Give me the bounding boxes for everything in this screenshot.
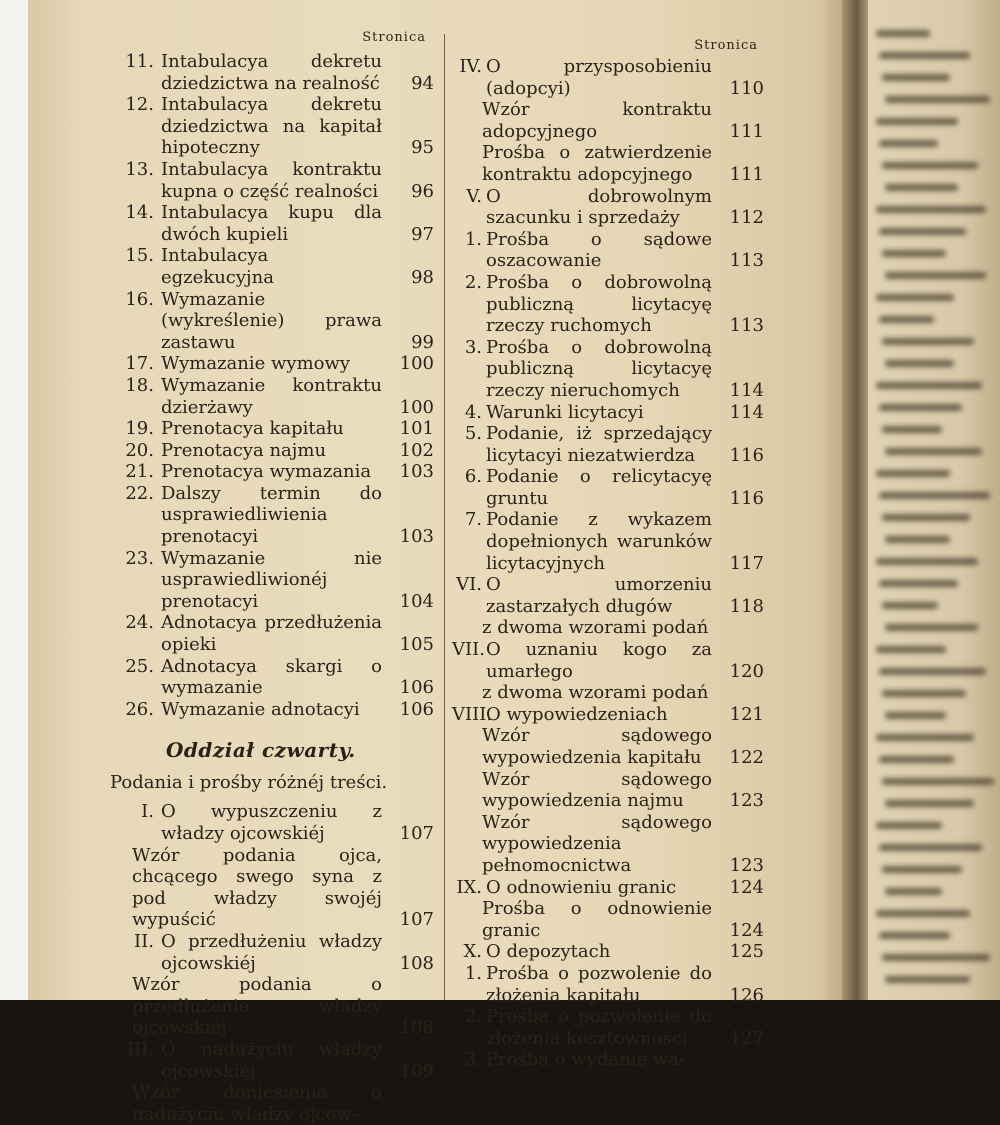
entry-number: 1. <box>464 962 482 984</box>
entry-title: O umorzeniu zastarzałych długów <box>486 574 712 617</box>
entry-number: 13. <box>125 158 154 180</box>
toc-entry <box>104 845 434 931</box>
entry-number: 6. <box>464 466 482 488</box>
blurred-text-line <box>876 294 954 301</box>
entry-page-number: 116 <box>729 444 764 466</box>
entry-number: 5. <box>464 423 482 445</box>
entry-page-number: 111 <box>729 163 764 185</box>
blurred-text-line <box>879 756 954 763</box>
toc-entry <box>104 440 434 462</box>
entry-number: 1. <box>464 228 482 250</box>
entry-number: 4. <box>464 401 482 423</box>
toc-entry <box>104 612 434 655</box>
entry-number: 23. <box>125 547 154 569</box>
blurred-text-line <box>879 492 990 499</box>
entry-page-number: 102 <box>399 439 434 461</box>
entry-title: Wzór podania ojca, chcącego swego syna z pod władzy swojéj wypuścić <box>132 844 382 931</box>
toc-entries <box>104 51 434 1125</box>
entry-title: Prośba o odnowienie granic <box>482 898 712 941</box>
entry-title: Prośba o pozwolenie do złożenia kapitału <box>486 962 712 1006</box>
entry-number: 26. <box>125 698 154 720</box>
entry-page-number: 127 <box>729 1027 764 1049</box>
toc-entry <box>452 574 764 617</box>
entry-title: O depozytach <box>486 941 611 963</box>
blurred-text-line <box>882 514 970 521</box>
entry-page-number: 112 <box>729 207 764 229</box>
blurred-text-line <box>882 250 946 257</box>
toc-entry <box>104 51 434 94</box>
toc-entry <box>452 99 764 142</box>
entry-page-number: 118 <box>729 595 764 617</box>
entry-page-number: 114 <box>729 379 764 401</box>
entry-number: 17. <box>125 353 154 375</box>
entry-title: Warunki licytacyi <box>486 401 644 423</box>
entry-page-number: 107 <box>399 823 434 844</box>
blurred-text-line <box>882 866 962 873</box>
entry-title: Adnotacya skargi o wymazanie <box>161 655 382 699</box>
blurred-text-line <box>882 778 994 785</box>
entry-number: 14. <box>125 202 154 224</box>
entry-number: 3. <box>464 1049 482 1071</box>
blurred-text-line <box>879 52 970 59</box>
entry-title: Wymazanie (wykreślenie) prawa zastawu <box>161 288 382 353</box>
toc-entry <box>104 974 434 1039</box>
entry-page-number: 124 <box>729 876 764 898</box>
entry-page-number: 123 <box>729 854 764 876</box>
blurred-text-line <box>879 140 938 147</box>
entry-page-number: 97 <box>411 223 434 245</box>
blurred-text-line <box>885 272 986 279</box>
entry-title: Podanie z wykazem dopełnionych warunków licytacyjnych <box>486 509 712 574</box>
blurred-text-line <box>882 690 966 697</box>
toc-entry <box>104 245 434 288</box>
toc-entry <box>104 375 434 418</box>
entry-page-number: 94 <box>411 72 434 94</box>
entry-title: Intabulacya kontraktu kupna o część realności <box>161 158 382 202</box>
blurred-text-line <box>885 712 946 719</box>
entry-title: Wymazanie wymowy <box>161 353 351 375</box>
entry-title: Podanie, iż sprzedający licytacyi niezatwierdza <box>486 423 712 466</box>
entry-number: IX. <box>456 876 482 898</box>
entry-page-number: 96 <box>411 180 434 202</box>
entry-number: 21. <box>125 461 154 483</box>
page-column-header: Stronica <box>694 38 758 53</box>
blurred-text-line <box>882 602 938 609</box>
entry-number: X. <box>463 941 482 963</box>
section-subtitle: Podania i prośby różnéj treści. <box>110 772 388 794</box>
toc-entry <box>104 353 434 375</box>
entry-title: Wymazanie adnotacyi <box>161 698 360 720</box>
blurred-text-line <box>885 96 990 103</box>
entry-number: 18. <box>125 374 154 396</box>
entry-page-number: 107 <box>399 909 434 931</box>
blurred-text-line <box>876 822 942 829</box>
entry-number: VIII. <box>452 703 493 725</box>
blurred-text-line <box>885 360 954 367</box>
entry-title: O uznaniu kogo za umarłego <box>486 639 712 682</box>
blurred-text-line <box>882 338 974 345</box>
toc-entry <box>104 931 434 974</box>
blurred-text-line <box>885 888 942 895</box>
entry-number: 16. <box>125 288 154 310</box>
blurred-text-line <box>876 646 946 653</box>
entry-page-number: 104 <box>399 590 434 612</box>
page-column-header: Stronica <box>362 30 426 45</box>
toc-entry <box>104 656 434 699</box>
entry-page-number: 120 <box>729 660 764 682</box>
toc-entry <box>452 941 764 963</box>
toc-entry <box>452 704 764 726</box>
toc-entry <box>104 159 434 202</box>
toc-entry <box>104 548 434 613</box>
entry-title: Wzór podania o przedłużenie władzy ojcowskiéj <box>132 974 382 1039</box>
entry-number: 15. <box>125 245 154 267</box>
entry-page-number: 103 <box>399 526 434 548</box>
toc-entry <box>452 617 764 639</box>
blurred-text-line <box>876 118 958 125</box>
blurred-text-line <box>876 382 982 389</box>
blurred-text-line <box>876 558 978 565</box>
facing-page-blurred-text <box>868 0 1000 1000</box>
entry-title: Wzór sądowego wypowiedzenia pełnomocnictwa <box>482 811 712 876</box>
blurred-text-line <box>885 976 970 983</box>
toc-entry <box>452 186 764 229</box>
toc-entry <box>452 877 764 899</box>
entry-title: z dwoma wzorami podań <box>482 682 709 704</box>
entry-title: Prośba o sądowe oszacowanie <box>486 228 712 272</box>
entry-number: I. <box>141 801 154 823</box>
blurred-text-line <box>882 162 978 169</box>
entry-page-number: 103 <box>399 461 434 483</box>
entry-number: 24. <box>125 612 154 634</box>
toc-entries <box>452 56 764 1071</box>
blurred-text-line <box>882 426 942 433</box>
toc-entry <box>452 466 764 509</box>
entry-number: 7. <box>464 509 482 531</box>
blurred-text-line <box>885 448 982 455</box>
entry-title: Wzór doniesienia o nadużyciu władzy ojcow- <box>132 1082 382 1125</box>
entry-page-number: 99 <box>411 331 434 353</box>
toc-entry <box>104 202 434 245</box>
toc-entry <box>104 1082 434 1125</box>
column-divider <box>444 34 445 1000</box>
entry-page-number: 106 <box>399 698 434 720</box>
entry-page-number: 98 <box>411 266 434 288</box>
entry-title: Podanie o relicytacyę gruntu <box>486 466 712 509</box>
entry-page-number: 106 <box>399 677 434 699</box>
entry-page-number: 111 <box>729 120 764 142</box>
entry-title: Prośba o wydanie wa- <box>486 1049 686 1071</box>
toc-entry <box>452 56 764 99</box>
toc-entry <box>104 289 434 354</box>
entry-number: 2. <box>464 1006 482 1028</box>
toc-entry <box>452 1006 764 1049</box>
toc-entry <box>452 682 764 704</box>
entry-page-number: 117 <box>729 552 764 574</box>
blurred-text-line <box>879 228 966 235</box>
entry-title: O przysposobieniu (adopcyi) <box>486 56 712 99</box>
blurred-text-line <box>885 184 958 191</box>
entry-title: Prośba o pozwolenie do złożenia kosztowności <box>486 1006 712 1049</box>
toc-entry <box>452 725 764 768</box>
entry-number: VI. <box>456 574 482 596</box>
entry-page-number: 126 <box>729 984 764 1006</box>
blurred-text-line <box>882 954 990 961</box>
toc-entry <box>452 272 764 337</box>
entry-title: O odnowieniu granic <box>486 876 677 898</box>
blurred-text-line <box>879 316 934 323</box>
entry-number: 11. <box>125 51 154 72</box>
scan-margin <box>0 0 28 1000</box>
toc-entry <box>452 142 764 185</box>
entry-title: Intabulacya dekretu dziedzictwa na kapitał hipoteczny <box>161 94 382 159</box>
entry-number: 19. <box>125 418 154 440</box>
blurred-text-line <box>876 910 970 917</box>
entry-number: IV. <box>459 56 482 77</box>
entry-title: Intabulacya dekretu dziedzictwa na realność <box>161 51 382 94</box>
entry-page-number: 108 <box>399 952 434 974</box>
toc-entry <box>104 418 434 440</box>
entry-page-number: 121 <box>729 703 764 725</box>
entry-page-number: 125 <box>729 941 764 963</box>
entry-title: Intabulacya kupu dla dwóch kupieli <box>161 202 382 245</box>
toc-entry <box>104 699 434 721</box>
entry-page-number: 108 <box>399 1017 434 1039</box>
entry-number: V. <box>466 185 482 207</box>
toc-entry <box>452 423 764 466</box>
entry-page-number: 114 <box>729 401 764 423</box>
entry-title: O wypowiedzeniach <box>486 703 668 725</box>
entry-page-number: 123 <box>729 790 764 812</box>
entry-title: z dwoma wzorami podań <box>482 617 709 639</box>
entry-title: Prośba o dobrowolną publiczną licytacyę rzeczy nieruchomych <box>486 336 712 401</box>
entry-title: O wypuszczeniu z władzy ojcowskiéj <box>161 801 382 844</box>
entry-page-number: 113 <box>729 315 764 337</box>
section-title: Oddział czwarty. <box>166 738 356 763</box>
entry-title: Prośba o dobrowolną publiczną licytacyę rzeczy ruchomych <box>486 271 712 337</box>
entry-title: Wzór kontraktu adopcyjnego <box>482 99 712 142</box>
toc-entry <box>104 94 434 159</box>
entry-page-number: 101 <box>399 418 434 440</box>
entry-title: Dalszy termin do usprawiedliwienia prenotacyi <box>161 482 382 548</box>
entry-title: Wzór sądowego wypowiedzenia najmu <box>482 768 712 812</box>
entry-title: Wzór sądowego wypowiedzenia kapitału <box>482 725 712 768</box>
entry-page-number: 109 <box>399 1060 434 1082</box>
entry-title: Intabulacya egzekucyjna <box>161 245 274 288</box>
entry-page-number: 105 <box>399 634 434 656</box>
blurred-text-line <box>879 932 950 939</box>
entry-number: 20. <box>125 439 154 461</box>
blurred-text-line <box>879 404 962 411</box>
blurred-text-line <box>876 470 950 477</box>
entry-title: Prenotacya wymazania <box>161 461 372 483</box>
entry-number: 12. <box>125 94 154 116</box>
blurred-text-line <box>885 800 974 807</box>
entry-title: Prenotacya najmu <box>161 439 327 461</box>
blurred-text-line <box>885 536 950 543</box>
toc-entry <box>104 801 434 844</box>
blurred-text-line <box>879 580 958 587</box>
blurred-text-line <box>879 668 986 675</box>
entry-page-number: 95 <box>411 137 434 159</box>
entry-number: VII. <box>452 639 485 661</box>
entry-number: 2. <box>464 271 482 293</box>
toc-entry <box>452 812 764 877</box>
toc-entry <box>452 402 764 424</box>
entry-page-number: 116 <box>729 487 764 509</box>
toc-entry <box>104 483 434 548</box>
blurred-text-line <box>885 624 978 631</box>
toc-entry <box>452 337 764 402</box>
toc-entry <box>452 509 764 574</box>
entry-title: O nadużyciu władzy ojcowskiéj <box>161 1038 382 1082</box>
entry-page-number: 122 <box>729 747 764 768</box>
entry-title: Prenotacya kapitału <box>161 418 344 440</box>
entry-number: 3. <box>464 336 482 358</box>
blurred-text-line <box>876 734 974 741</box>
toc-entry <box>452 898 764 941</box>
toc-entry <box>452 639 764 682</box>
entry-title: Adnotacya przedłużenia opieki <box>161 612 382 656</box>
toc-entry <box>452 229 764 272</box>
entry-number: 22. <box>125 482 154 504</box>
toc-entry <box>104 1039 434 1082</box>
entry-title: Wymazanie kontraktu dzierżawy <box>161 374 382 418</box>
entry-title: O dobrowolnym szacunku i sprzedaży <box>486 185 712 229</box>
toc-entry <box>452 1049 764 1071</box>
blurred-text-line <box>876 30 930 37</box>
toc-entry <box>452 769 764 812</box>
entry-page-number: 124 <box>729 919 764 941</box>
entry-number: II. <box>134 930 154 952</box>
entry-page-number: 113 <box>729 250 764 272</box>
entry-number: 25. <box>125 655 154 677</box>
entry-title: O przedłużeniu władzy ojcowskiéj <box>161 930 382 974</box>
blurred-text-line <box>876 206 986 213</box>
blurred-text-line <box>879 844 982 851</box>
entry-number: III. <box>126 1038 154 1060</box>
entry-page-number: 100 <box>399 353 434 375</box>
entry-page-number: 110 <box>729 77 764 99</box>
blurred-text-line <box>882 74 950 81</box>
facing-page <box>868 0 1000 1000</box>
entry-page-number: 100 <box>399 396 434 418</box>
toc-entry <box>104 461 434 483</box>
entry-title: Wymazanie nie usprawiedliwionéj prenotacyi <box>161 547 382 612</box>
entry-title: Prośba o zatwierdzenie kontraktu adopcyjnego <box>482 142 712 185</box>
